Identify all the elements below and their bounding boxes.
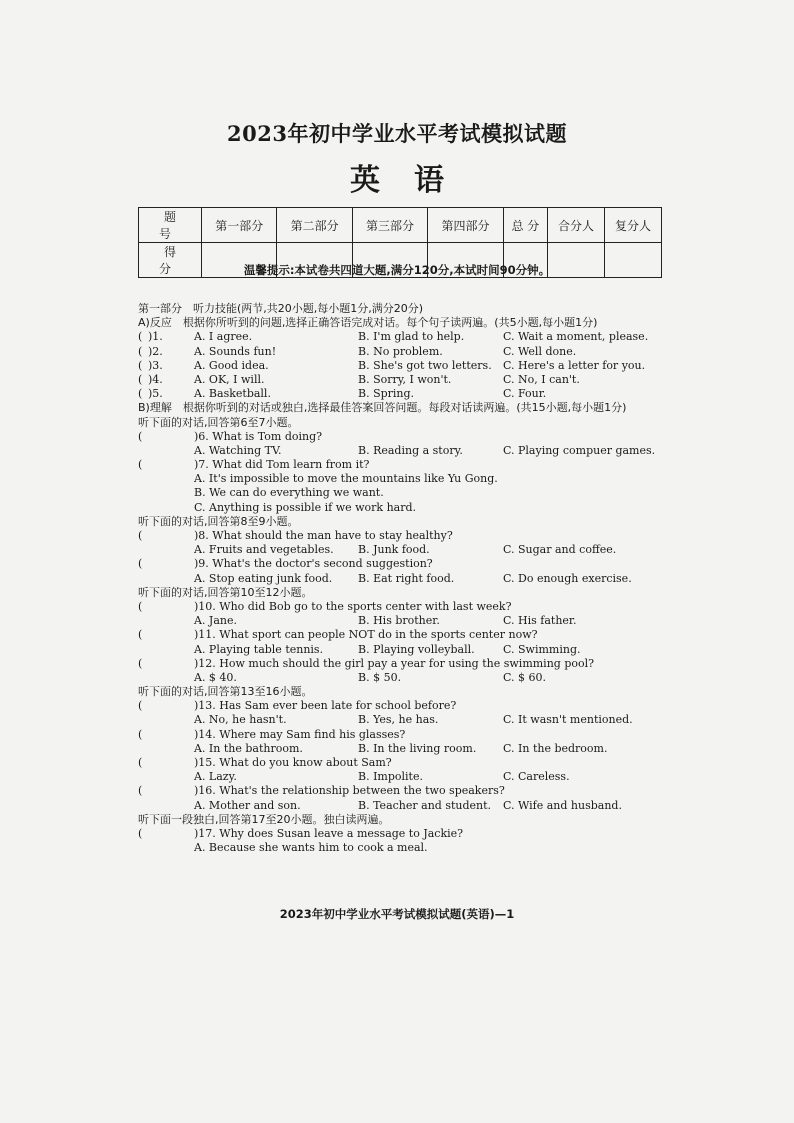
score-cell: 得 分 (139, 243, 202, 278)
score-table-header-row (139, 208, 662, 243)
option-a: A. Good idea. (194, 358, 269, 372)
option-c: C. Well done. (503, 344, 577, 358)
option-b: B. Playing volleyball. (358, 642, 475, 656)
option-c: C. Wait a moment, please. (503, 330, 649, 344)
answer-blank[interactable]: ( (138, 656, 143, 670)
answer-blank[interactable]: ( )4. (138, 372, 163, 386)
answer-blank[interactable]: ( )5. (138, 387, 163, 401)
question-stem: ( )10. Who did Bob go to the sports center with last week? (138, 599, 512, 613)
option-a: A. It's impossible to move the mountains like Yu Gong. (194, 472, 498, 486)
options-row (138, 671, 668, 685)
exam-title: 2023年初中学业水平考试模拟试题 (227, 121, 567, 146)
answer-blank[interactable]: ( )1. (138, 330, 163, 344)
question-stem: ( )13. Has Sam ever been late for school before? (138, 699, 457, 713)
options-row (138, 444, 668, 458)
options-row (138, 770, 668, 784)
question-stem: ( )7. What did Tom learn from it? (138, 458, 370, 472)
option-b: B. In the living room. (358, 741, 477, 755)
group-heading: 听下面的对话,回答第10至12小题。 (138, 585, 313, 599)
answer-blank[interactable]: ( (138, 458, 143, 472)
option-a: A. No, he hasn't. (194, 713, 287, 727)
option-a: A. Sounds fun! (194, 344, 277, 358)
option-a: A. Fruits and vegetables. (194, 543, 334, 557)
answer-blank[interactable]: ( (138, 429, 143, 443)
question-stem: ( )6. What is Tom doing? (138, 429, 323, 443)
option-b: B. Junk food. (358, 543, 430, 557)
options-row (138, 713, 668, 727)
options-row (138, 614, 668, 628)
question-stem: ( )14. Where may Sam find his glasses? (138, 727, 406, 741)
question-stem: ( )17. Why does Susan leave a message to Jackie? (138, 826, 464, 840)
answer-blank[interactable]: ( )3. (138, 358, 163, 372)
option-c: C. $ 60. (503, 670, 547, 684)
question-stem: ( )15. What do you know about Sam? (138, 756, 392, 770)
question-row (138, 387, 668, 401)
option-a: A. Lazy. (194, 770, 237, 784)
part1-heading: 第一部分 听力技能(两节,共20小题,每小题1分,满分20分) (138, 302, 424, 315)
option-b: B. I'm glad to help. (358, 330, 465, 344)
option-a: A. $ 40. (194, 670, 237, 684)
page-footer: 2023年初中学业水平考试模拟试题(英语)—1 (279, 907, 515, 921)
sectionA-heading: A)反应 根据你所听到的问题,选择正确答语完成对话。每个句子读两遍。(共5小题,每小题1分) (138, 316, 598, 330)
question-stem: ( )16. What's the relationship between the two speakers? (138, 784, 505, 798)
option-a: A. I agree. (194, 330, 253, 344)
question-row (138, 359, 668, 373)
option-b: B. Sorry, I won't. (358, 372, 452, 386)
answer-blank[interactable]: ( (138, 628, 143, 642)
option-b: B. His brother. (358, 614, 440, 628)
group-heading: 听下面一段独白,回答第17至20小题。独白读两遍。 (138, 812, 390, 826)
options-row (138, 742, 668, 756)
option-c: C. Swimming. (503, 642, 581, 656)
question-stem: ( )12. How much should the girl pay a year for using the swimming pool? (138, 656, 595, 670)
group-heading: 听下面的对话,回答第8至9小题。 (138, 514, 299, 528)
answer-blank[interactable]: ( (138, 599, 143, 613)
option-b: B. She's got two letters. (358, 358, 492, 372)
options-row (138, 643, 668, 657)
option-b: B. Impolite. (358, 770, 423, 784)
options-row (138, 799, 668, 813)
answer-blank[interactable]: ( (138, 826, 143, 840)
question-stem: ( )8. What should the man have to stay healthy? (138, 529, 453, 543)
exam-tip: 温馨提示:本试卷共四道大题,满分120分,本试时间90分钟。 (243, 263, 551, 277)
option-b: B. We can do everything we want. (194, 486, 384, 500)
option-a: A. In the bathroom. (194, 741, 303, 755)
option-b: B. $ 50. (358, 670, 402, 684)
option-b: B. Yes, he has. (358, 713, 439, 727)
option-c: C. Sugar and coffee. (503, 543, 617, 557)
score-cell: 合分人 (548, 208, 605, 243)
group-heading: 听下面的对话,回答第6至7小题。 (138, 415, 299, 429)
option-c: C. Careless. (503, 770, 570, 784)
option-a: A. OK, I will. (194, 372, 265, 386)
question-row (138, 373, 668, 387)
option-b: B. Eat right food. (358, 571, 455, 585)
option-c: C. It wasn't mentioned. (503, 713, 633, 727)
options-row (138, 572, 668, 586)
sectionB-heading: B)理解 根据你听到的对话或独白,选择最佳答案回答问题。每段对话读两遍。(共15小题,每小题1分) (138, 401, 627, 415)
answer-blank[interactable]: ( (138, 557, 143, 571)
option-c: C. In the bedroom. (503, 741, 608, 755)
answer-blank[interactable]: ( (138, 699, 143, 713)
option-c: C. Anything is possible if we work hard. (194, 500, 417, 514)
option-c: C. No, I can't. (503, 372, 580, 386)
score-cell: 第四部分 (428, 208, 503, 243)
score-cell: 第二部分 (277, 208, 352, 243)
options-row (138, 543, 668, 557)
answer-blank[interactable]: ( (138, 529, 143, 543)
answer-blank[interactable]: ( )2. (138, 344, 163, 358)
score-cell: 复分人 (605, 208, 662, 243)
subject-title: 英语 (350, 163, 478, 198)
score-cell: 第一部分 (202, 208, 277, 243)
score-cell: 第三部分 (352, 208, 427, 243)
option-b: B. No problem. (358, 344, 443, 358)
option-c: C. His father. (503, 614, 577, 628)
option-b: B. Reading a story. (358, 443, 463, 457)
answer-blank[interactable]: ( (138, 784, 143, 798)
option-c: C. Four. (503, 387, 547, 401)
option-a: A. Mother and son. (194, 798, 301, 812)
option-a: A. Because she wants him to cook a meal. (194, 841, 428, 855)
answer-blank[interactable]: ( (138, 756, 143, 770)
question-row (138, 345, 668, 359)
option-b: B. Teacher and student. (358, 798, 492, 812)
option-c: C. Playing compuer games. (503, 443, 656, 457)
group-heading: 听下面的对话,回答第13至16小题。 (138, 685, 313, 699)
score-cell: 题 号 (139, 208, 202, 243)
answer-blank[interactable]: ( (138, 727, 143, 741)
exam-content (138, 302, 668, 855)
option-c: C. Wife and husband. (503, 798, 622, 812)
option-a: A. Playing table tennis. (194, 642, 324, 656)
option-b: B. Spring. (358, 387, 415, 401)
question-stem: ( )9. What's the doctor's second suggestion? (138, 557, 433, 571)
option-a: A. Watching TV. (194, 443, 282, 457)
question-row (138, 330, 668, 344)
option-a: A. Jane. (194, 614, 237, 628)
score-cell: 总 分 (503, 208, 547, 243)
option-a: A. Stop eating junk food. (194, 571, 333, 585)
option-a: A. Basketball. (194, 387, 271, 401)
option-c: C. Do enough exercise. (503, 571, 632, 585)
option-c: C. Here's a letter for you. (503, 358, 646, 372)
question-stem: ( )11. What sport can people NOT do in the sports center now? (138, 628, 538, 642)
